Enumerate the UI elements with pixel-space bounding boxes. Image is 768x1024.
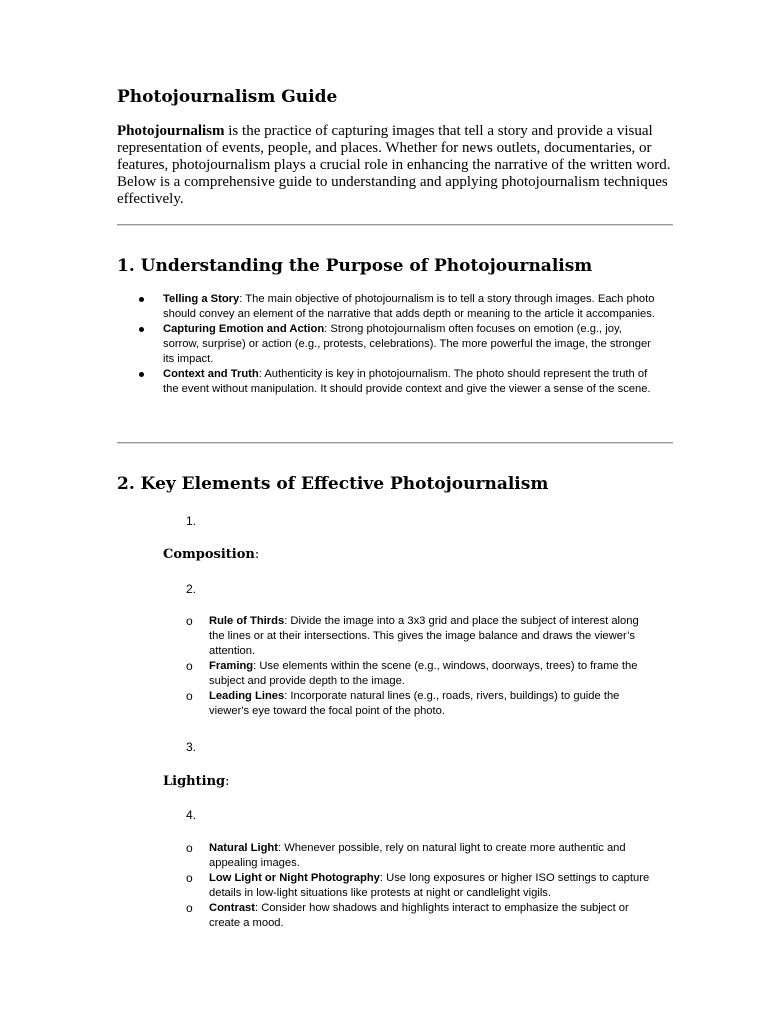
circle-bullet-icon: o (186, 841, 193, 855)
intro-text: is the practice of capturing images that tell a story and provide a visual representation of events, people, and places. Whether for news outlets, documentaries, or features, photojournalism plays a crucial role in enhancing the narrative of the written word. Below is a comprehensive guide to understanding and applying photojournalism techniques effectively. (117, 123, 671, 207)
item-term: Contrast (209, 902, 255, 914)
item-text: : Authenticity is key in photojournalism. The photo should represent the truth of the event without manipulation. It should provide context and give the viewer a sense of the scene. (163, 368, 651, 395)
intro-term: Photojournalism (117, 123, 225, 139)
divider (117, 224, 673, 226)
list-item (135, 292, 655, 322)
item-text: : Divide the image into a 3x3 grid and place the subject of interest along the lines or at their intersections. This gives the image balance and draws the viewer’s attention. (209, 615, 639, 657)
subhead-colon: : (225, 774, 230, 789)
circle-bullet-icon: o (186, 871, 193, 885)
item-text: : Incorporate natural lines (e.g., roads, rivers, buildings) to guide the viewer's eye toward the focal point of the photo. (209, 690, 620, 717)
list-number: 2. (186, 582, 197, 596)
list-item (186, 841, 656, 871)
item-term: Natural Light (209, 842, 278, 854)
item-term: Telling a Story (163, 293, 240, 305)
lighting-heading (163, 773, 230, 790)
intro-paragraph (117, 123, 677, 208)
composition-list (186, 614, 656, 719)
list-item (186, 659, 656, 689)
composition-heading (163, 546, 259, 563)
item-term: Rule of Thirds (209, 615, 285, 627)
item-text: : Consider how shadows and highlights interact to emphasize the subject or create a mood. (209, 902, 629, 929)
list-item (135, 322, 655, 367)
item-text: : The main objective of photojournalism is to tell a story through images. Each photo should convey an element of the narrative that adds depth or meaning to the article it accompanies. (163, 293, 655, 320)
bullet-icon (139, 372, 144, 377)
list-item (186, 614, 656, 659)
circle-bullet-icon: o (186, 901, 193, 915)
item-term: Leading Lines (209, 690, 285, 702)
item-text: : Use elements within the scene (e.g., windows, doorways, trees) to frame the subject and provide depth to the image. (209, 660, 638, 687)
subhead-label: Lighting (163, 774, 226, 789)
section-1-heading: 1. Understanding the Purpose of Photojournalism (117, 256, 593, 276)
list-number: 1. (186, 514, 197, 528)
bullet-icon (139, 327, 144, 332)
list-number: 3. (186, 740, 197, 754)
list-item (135, 367, 655, 397)
section-2-heading: 2. Key Elements of Effective Photojournalism (117, 474, 549, 494)
subhead-label: Composition (163, 547, 255, 562)
item-text: : Use long exposures or higher ISO settings to capture details in low-light situations like protests at night or candlelight vigils. (209, 872, 650, 899)
circle-bullet-icon: o (186, 614, 193, 628)
circle-bullet-icon: o (186, 689, 193, 703)
subhead-colon: : (254, 547, 260, 562)
item-term: Low Light or Night Photography (209, 872, 380, 884)
item-text: : Strong photojournalism often focuses on emotion (e.g., joy, sorrow, surprise) or action (e.g., protests, celebrations). The more powerful the image, the stronger its impact. (163, 323, 651, 365)
bullet-icon (139, 297, 144, 302)
list-item (186, 901, 656, 931)
lighting-list (186, 841, 656, 931)
list-item (186, 689, 656, 719)
list-number: 4. (186, 808, 197, 822)
divider (117, 442, 673, 444)
page-title: Photojournalism Guide (117, 87, 338, 107)
list-item (186, 871, 656, 901)
section-1-list (135, 292, 655, 397)
item-text: : Whenever possible, rely on natural light to create more authentic and appealing images. (209, 842, 626, 869)
item-term: Capturing Emotion and Action (163, 323, 325, 335)
circle-bullet-icon: o (186, 659, 193, 673)
item-term: Context and Truth (163, 368, 259, 380)
item-term: Framing (209, 660, 254, 672)
